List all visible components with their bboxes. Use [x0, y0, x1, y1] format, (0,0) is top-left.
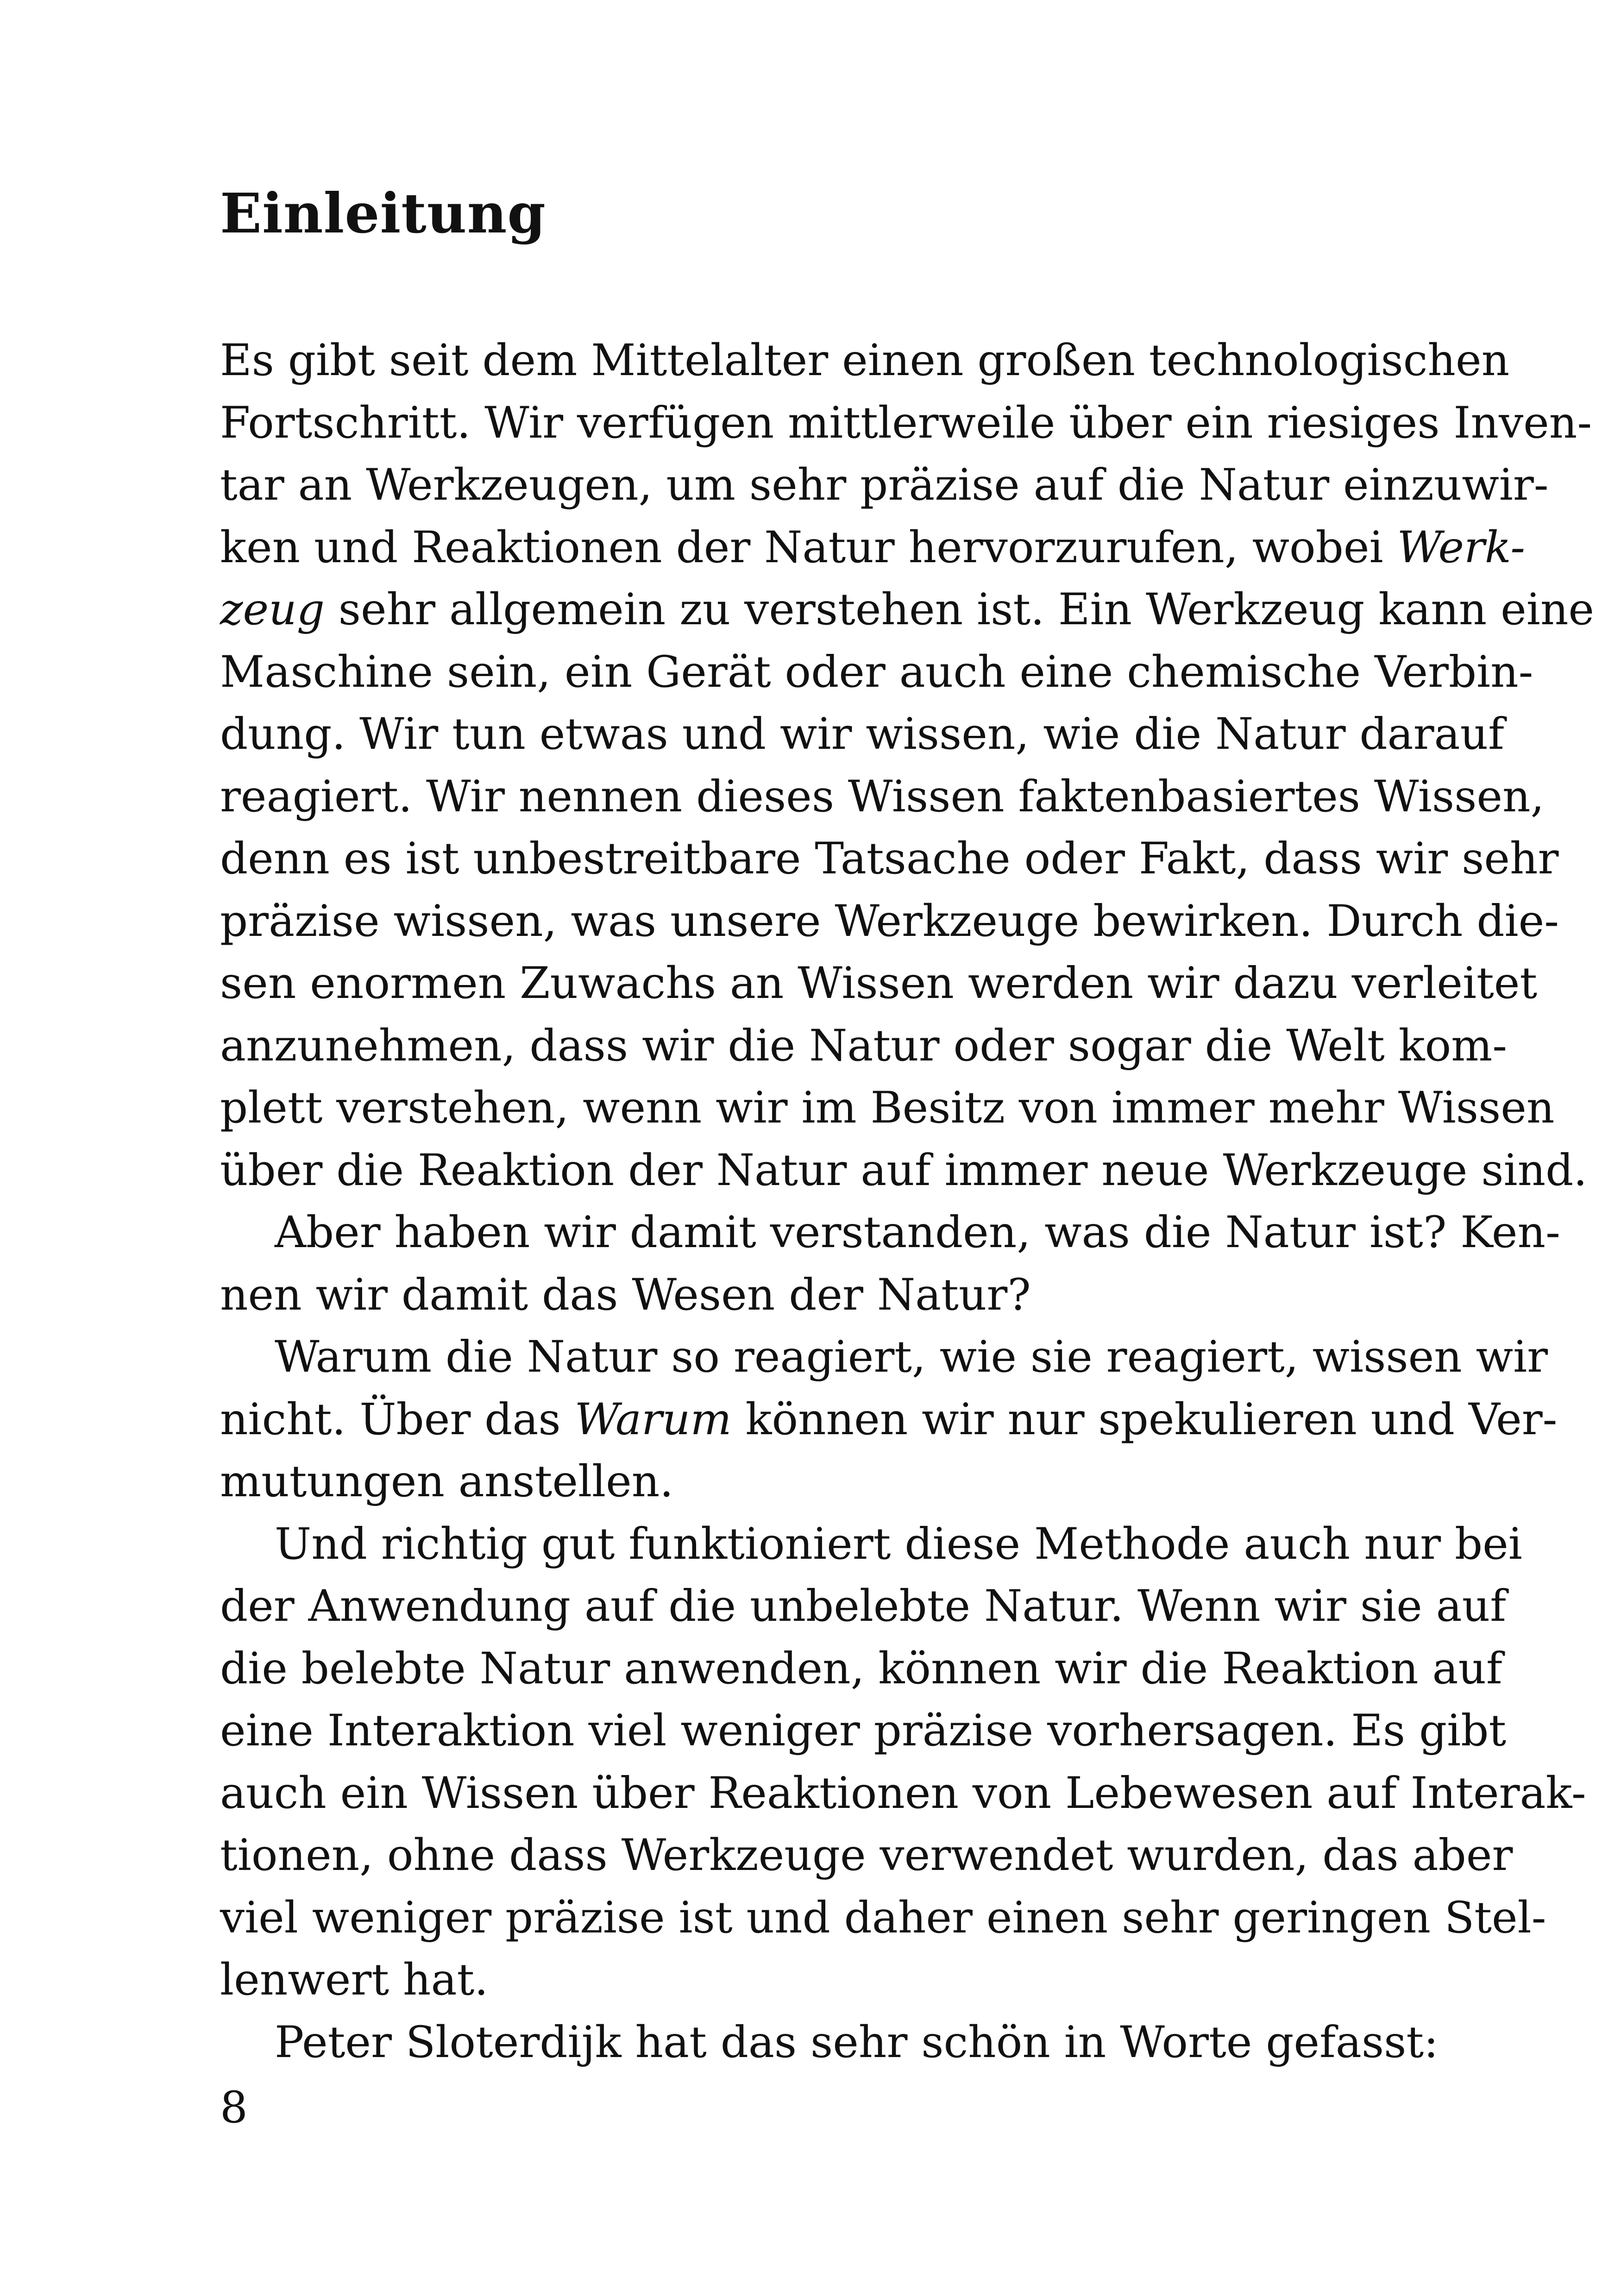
text-line: zeug sehr allgemein zu verstehen ist. Ein Werkzeug kann eine — [220, 584, 1595, 635]
text-line: Warum die Natur so reagiert, wie sie reagiert, wissen wir — [275, 1332, 1548, 1382]
emphasis-text: Warum — [574, 1394, 732, 1445]
paragraph — [220, 2012, 1439, 2074]
text-line: Peter Sloterdijk hat das sehr schön in Worte gefasst: — [275, 2017, 1439, 2068]
text-line: Und richtig gut funktioniert diese Methode auch nur bei — [275, 1518, 1522, 1569]
paragraph — [220, 1202, 1560, 1326]
paragraph — [220, 1513, 1586, 2012]
text-line: eine Interaktion viel weniger präzise vorhersagen. Es gibt — [220, 1706, 1507, 1756]
text-line: ken und Reaktionen der Natur hervorzurufen, wobei Werk- — [220, 522, 1525, 573]
chapter-heading: Einleitung — [220, 181, 546, 245]
text-line: Es gibt seit dem Mittelalter einen großen technologischen — [220, 335, 1510, 386]
text-line: tar an Werkzeugen, um sehr präzise auf die Natur einzuwir- — [220, 460, 1549, 510]
text-line: über die Reaktion der Natur auf immer neue Werkzeuge sind. — [220, 1145, 1588, 1196]
text-line: denn es ist unbestreitbare Tatsache oder Fakt, dass wir sehr — [220, 834, 1559, 884]
text-line: reagiert. Wir nennen dieses Wissen faktenbasiertes Wissen, — [220, 771, 1545, 822]
text-line: viel weniger präzise ist und daher einen sehr geringen Stel- — [220, 1892, 1546, 1943]
text-line: anzunehmen, dass wir die Natur oder sogar die Welt kom- — [220, 1020, 1508, 1071]
text-line: dung. Wir tun etwas und wir wissen, wie die Natur darauf — [220, 709, 1504, 759]
page-number: 8 — [220, 2083, 248, 2133]
text-line: auch ein Wissen über Reaktionen von Lebewesen auf Interak- — [220, 1768, 1586, 1819]
paragraph — [220, 330, 1595, 1202]
text-line: der Anwendung auf die unbelebte Natur. Wenn wir sie auf — [220, 1581, 1507, 1631]
text-line: mutungen anstellen. — [220, 1456, 674, 1507]
text-line: Aber haben wir damit verstanden, was die Natur ist? Ken- — [275, 1207, 1560, 1258]
text-line: sen enormen Zuwachs an Wissen werden wir dazu verleitet — [220, 958, 1538, 1009]
text-line: plett verstehen, wenn wir im Besitz von immer mehr Wissen — [220, 1083, 1555, 1133]
paragraph — [220, 1326, 1558, 1513]
text-line: die belebte Natur anwenden, können wir die Reaktion auf — [220, 1643, 1502, 1694]
emphasis-text: Werk- — [1397, 522, 1525, 573]
text-line: tionen, ohne dass Werkzeuge verwendet wurden, das aber — [220, 1830, 1513, 1881]
text-line: Maschine sein, ein Gerät oder auch eine chemische Verbin- — [220, 646, 1533, 697]
text-line: lenwert hat. — [220, 1955, 489, 2005]
text-line: Fortschritt. Wir verfügen mittlerweile über ein riesiges Inven- — [220, 397, 1592, 448]
body-text — [220, 330, 1595, 2074]
text-line: nen wir damit das Wesen der Natur? — [220, 1269, 1031, 1320]
emphasis-text: zeug — [220, 584, 325, 635]
text-line: nicht. Über das Warum können wir nur spekulieren und Ver- — [220, 1394, 1558, 1445]
text-line: präzise wissen, was unsere Werkzeuge bewirken. Durch die- — [220, 896, 1559, 947]
